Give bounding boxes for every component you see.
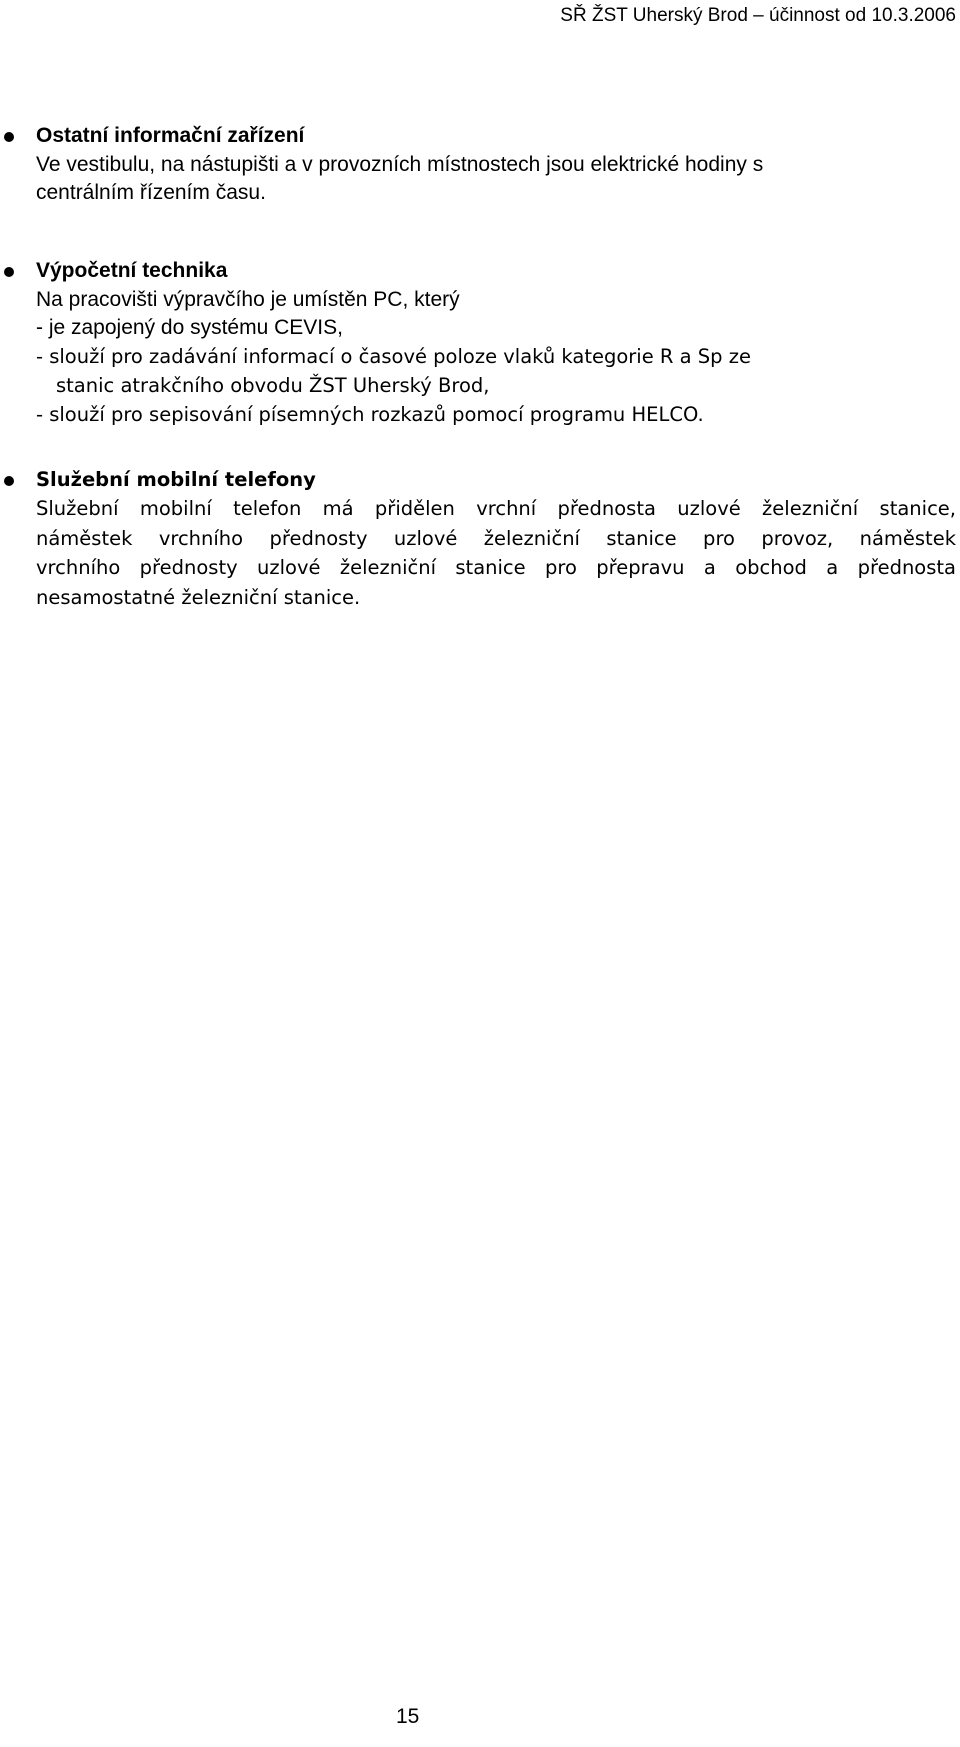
paragraph-line: nesamostatné železniční stanice. [36, 585, 361, 609]
list-item: - je zapojený do systému CEVIS, [36, 316, 343, 339]
section-other-info-devices [0, 122, 940, 212]
paragraph-line: Na pracovišti výpravčího je umístěn PC, který [36, 288, 460, 311]
section-mobile-phones [0, 466, 956, 616]
section-computing [0, 257, 940, 426]
list-item-continuation: stanic atrakčního obvodu ŽST Uherský Brod, [56, 374, 490, 397]
running-header: SŘ ŽST Uherský Brod – účinnost od 10.3.2006 [560, 5, 956, 26]
bullet-icon [4, 476, 14, 486]
bullet-icon [4, 132, 14, 142]
paragraph-line: náměstek vrchního přednosty uzlové železniční stanice pro provoz, náměstek [36, 526, 956, 550]
page-number: 15 [396, 1705, 420, 1728]
section-title: Služební mobilní telefony [36, 468, 316, 491]
paragraph-line: vrchního přednosty uzlové železniční stanice pro přepravu a obchod a přednosta [36, 556, 956, 580]
list-item: - slouží pro sepisování písemných rozkazů pomocí programu HELCO. [36, 403, 704, 426]
section-title: Ostatní informační zařízení [36, 124, 305, 147]
paragraph [36, 494, 956, 612]
paragraph-line: centrálním řízením času. [36, 181, 266, 204]
list-item: - slouží pro zadávání informací o časové poloze vlaků kategorie R a Sp ze [36, 345, 751, 368]
section-title: Výpočetní technika [36, 259, 228, 282]
bullet-icon [4, 267, 14, 277]
paragraph-line: Služební mobilní telefon má přidělen vrchní přednosta uzlové železniční stanice, [36, 497, 956, 520]
paragraph-line: Ve vestibulu, na nástupišti a v provozních místnostech jsou elektrické hodiny s [36, 153, 764, 176]
